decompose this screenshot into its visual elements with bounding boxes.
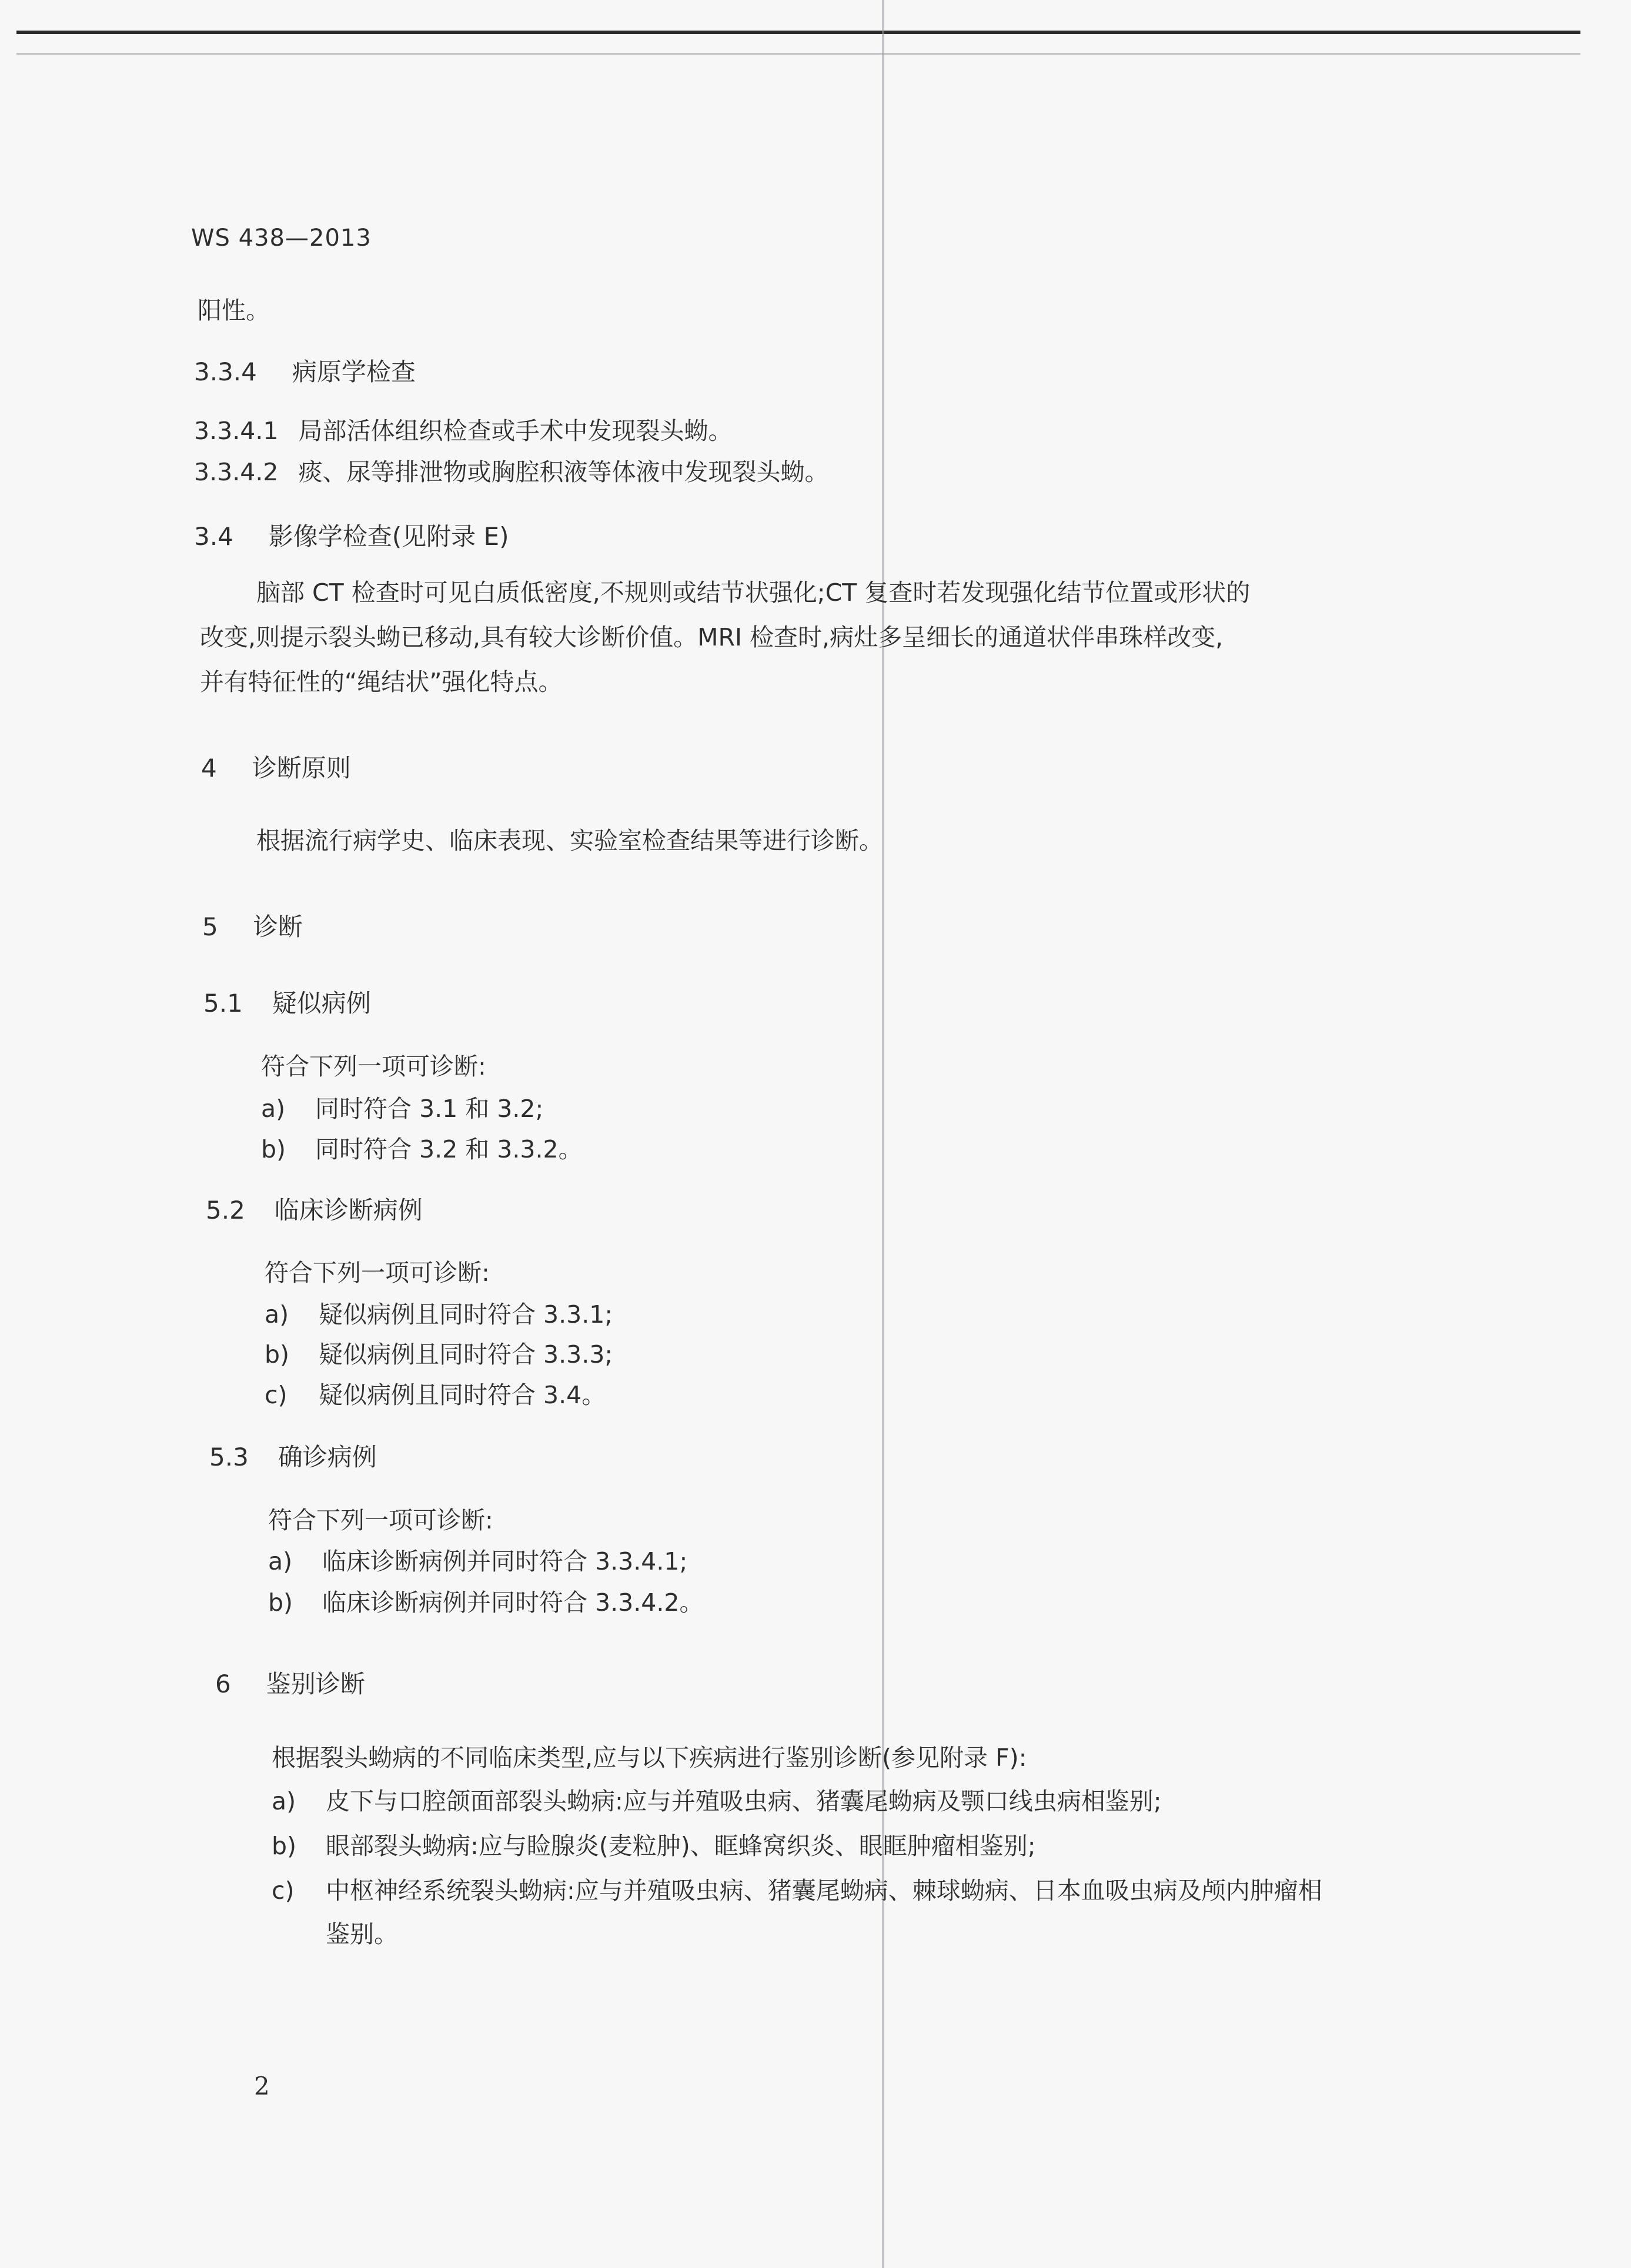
section-number: 3.4 (194, 522, 233, 551)
top-rule-shadow (16, 53, 1580, 55)
list-item (272, 1876, 1322, 1905)
list-item (261, 1135, 583, 1163)
section-number: 4 (201, 754, 217, 782)
list-intro: 根据裂头蚴病的不同临床类型,应与以下疾病进行鉴别诊断(参见附录 F): (272, 1744, 1027, 1772)
list-text: 疑似病例且同时符合 3.3.3; (319, 1340, 613, 1369)
section-title: 诊断 (253, 912, 303, 941)
list-label: a) (261, 1095, 286, 1123)
list-text: 疑似病例且同时符合 3.4。 (319, 1381, 606, 1409)
list-text: 同时符合 3.1 和 3.2; (315, 1095, 544, 1123)
section-number: 6 (215, 1670, 231, 1698)
section-title: 鉴别诊断 (266, 1670, 365, 1698)
section-number: 5.3 (209, 1443, 249, 1471)
section-title: 病原学检查 (292, 357, 416, 386)
section-3-4-heading (194, 524, 509, 549)
section-title: 疑似病例 (272, 989, 371, 1018)
list-item (272, 1834, 1036, 1858)
list-text: 临床诊断病例并同时符合 3.3.4.1; (322, 1547, 688, 1575)
list-item (261, 1097, 543, 1121)
section-number: 5.1 (203, 989, 243, 1018)
list-text: 疑似病例且同时符合 3.3.1; (319, 1300, 613, 1329)
paragraph-line: 根据流行病学史、临床表现、实验室检查结果等进行诊断。 (256, 827, 883, 855)
section-number: 5.2 (206, 1196, 245, 1225)
list-label: c) (265, 1381, 288, 1409)
list-intro: 符合下列一项可诊断: (268, 1506, 493, 1534)
list-text: 中枢神经系统裂头蚴病:应与并殖吸虫病、猪囊尾蚴病、棘球蚴病、日本血吸虫病及颅内肿瘤相 (326, 1876, 1322, 1905)
section-5-2-heading (206, 1198, 423, 1223)
list-intro: 符合下列一项可诊断: (265, 1259, 490, 1287)
list-label: b) (268, 1588, 293, 1617)
top-rule (16, 31, 1580, 34)
list-item-continuation: 鉴别。 (326, 1920, 398, 1948)
clause-text: 局部活体组织检查或手术中发现裂头蚴。 (298, 417, 733, 445)
list-text: 眼部裂头蚴病:应与睑腺炎(麦粒肿)、眶蜂窝织炎、眼眶肿瘤相鉴别; (326, 1832, 1036, 1860)
section-6-heading (215, 1672, 365, 1697)
section-title: 诊断原则 (252, 754, 351, 782)
scan-fold-line (882, 0, 884, 2268)
paragraph-line: 并有特征性的“绳结状”强化特点。 (200, 668, 563, 696)
section-3-3-4-heading (194, 357, 416, 386)
list-item (265, 1300, 613, 1329)
list-item (265, 1340, 613, 1369)
document-code: WS 438—2013 (191, 225, 372, 252)
list-label: b) (265, 1340, 290, 1369)
section-5-1-heading (203, 991, 371, 1016)
list-label: a) (272, 1787, 296, 1815)
list-label: b) (272, 1832, 297, 1860)
section-number: 5 (202, 912, 218, 941)
clause-number: 3.3.4.1 (194, 417, 279, 445)
list-label: b) (261, 1135, 286, 1163)
clause-text: 痰、尿等排泄物或胸腔积液等体液中发现裂头蚴。 (298, 458, 829, 486)
section-5-heading (202, 912, 303, 941)
list-item (268, 1547, 688, 1575)
section-5-3-heading (209, 1445, 377, 1470)
list-text: 临床诊断病例并同时符合 3.3.4.2。 (322, 1588, 704, 1617)
list-label: a) (265, 1300, 289, 1329)
clause-3-3-4-1 (194, 419, 732, 443)
section-title: 临床诊断病例 (274, 1196, 423, 1225)
section-number: 3.3.4 (194, 357, 257, 386)
list-intro: 符合下列一项可诊断: (261, 1052, 486, 1081)
list-item (265, 1383, 606, 1407)
clause-number: 3.3.4.2 (194, 458, 279, 486)
clause-3-3-4-2 (194, 460, 828, 484)
list-text: 皮下与口腔颌面部裂头蚴病:应与并殖吸虫病、猪囊尾蚴病及颚口线虫病相鉴别; (326, 1787, 1162, 1815)
section-4-heading (201, 756, 351, 781)
list-item (268, 1588, 704, 1617)
list-item (272, 1789, 1162, 1814)
page-number: 2 (254, 2072, 270, 2100)
paragraph-line: 改变,则提示裂头蚴已移动,具有较大诊断价值。MRI 检查时,病灶多呈细长的通道状伴串珠样改变, (200, 623, 1224, 651)
list-text: 同时符合 3.2 和 3.3.2。 (315, 1135, 583, 1163)
section-title: 影像学检查(见附录 E) (268, 522, 509, 551)
section-title: 确诊病例 (278, 1443, 377, 1471)
list-label: a) (268, 1547, 293, 1575)
continuation-text: 阳性。 (198, 296, 270, 325)
list-label: c) (272, 1876, 295, 1905)
paragraph-line: 脑部 CT 检查时可见白质低密度,不规则或结节状强化;CT 复查时若发现强化结节位置或形状的 (256, 578, 1251, 607)
